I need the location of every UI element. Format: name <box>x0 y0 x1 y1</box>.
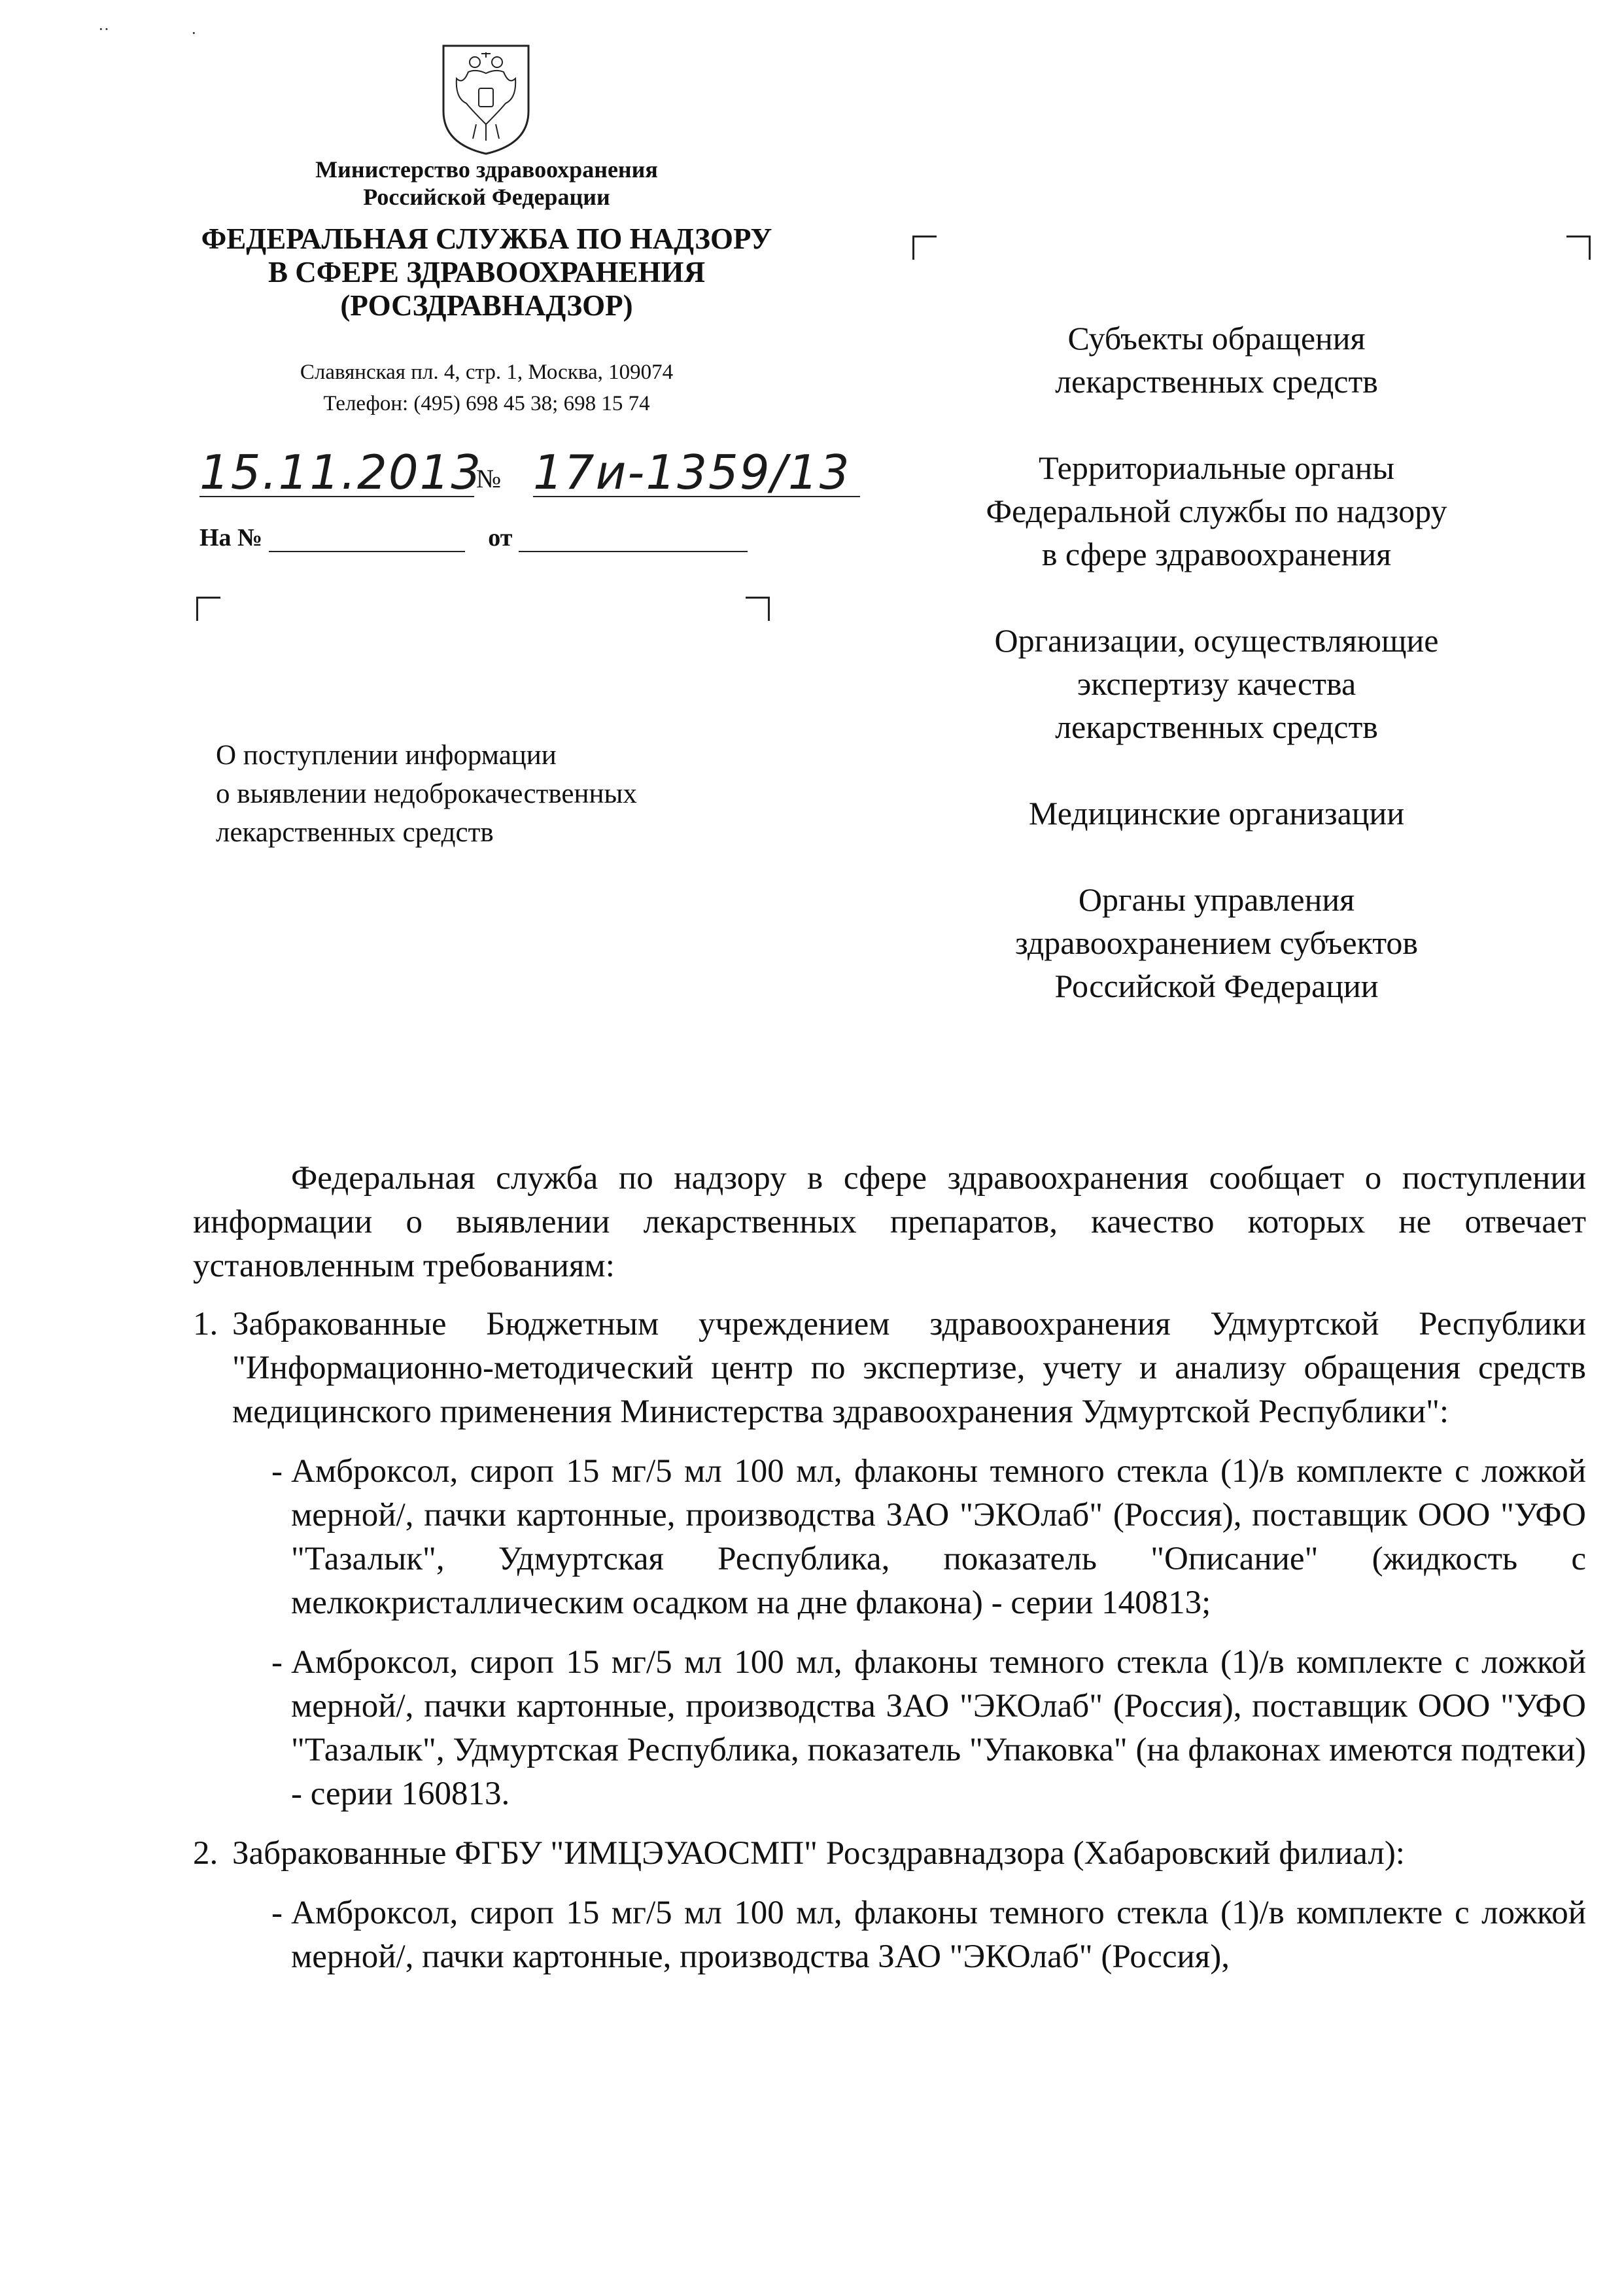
subject-line: лекарственных средств <box>216 817 494 848</box>
product-entry: Амброксол, сироп 15 мг/5 мл 100 мл, флаконы темного стекла (1)/в комплекте с ложкой мерной/, пачки картонные, производства ЗАО "ЭКОлаб" (Россия), <box>291 1895 1586 1975</box>
list-item: - Амброксол, сироп 15 мг/5 мл 100 мл, флаконы темного стекла (1)/в комплекте с ложкой мерной/, пачки картонные, производства ЗАО "ЭКОлаб" (Россия), поставщик ООО "УФО "Тазалык", Удмуртская Республика, показатель "Описание" (жидкость с мелкокристаллическим осадком на дне флакона) - серии 140813; <box>232 1450 1586 1625</box>
phone: Телефон: (495) 698 45 38; 698 15 74 <box>323 392 650 415</box>
recipient-group: Субъекты обращения лекарственных средств <box>1055 320 1378 400</box>
recipients-block <box>890 317 1544 1051</box>
product-list <box>232 1450 1586 1816</box>
recipient-group: Медицинские организации <box>1028 795 1405 832</box>
list-item <box>193 1303 1586 1816</box>
list-item <box>193 1832 1586 1979</box>
scan-speck: ·· <box>98 20 110 39</box>
registration-number: 17и-1359/13 <box>533 445 851 500</box>
address-corner-right <box>746 597 770 621</box>
section-heading: Забракованные Бюджетным учреждением здравоохранения Удмуртской Республики "Информационно-методический центр по экспертизе, учету и анализу обращения средств медицинского применения Министерства здравоохранения Удмуртской Республики": <box>232 1306 1586 1430</box>
service-line: (РОСЗДРАВНАДЗОР) <box>340 289 633 322</box>
recipient-group: Организации, осуществляющие экспертизу качества лекарственных средств <box>994 622 1439 745</box>
number-sign: № <box>476 464 502 493</box>
ministry-name <box>196 156 777 211</box>
letter-body <box>193 1157 1586 1995</box>
registration-date: 15.11.2013 <box>199 445 483 500</box>
reply-number-field <box>269 526 465 552</box>
recipient-corner-left <box>912 236 937 260</box>
recipient-corner-right <box>1566 236 1591 260</box>
section-heading: Забракованные ФГБУ "ИМЦЭУАОСМП" Росздравнадзора (Хабаровский филиал): <box>232 1835 1405 1872</box>
reply-reference <box>199 523 748 552</box>
recipient-group: Органы управления здравоохранением субъектов Российской Федерации <box>1014 881 1419 1004</box>
ministry-line: Российской Федерации <box>363 184 610 210</box>
list-number: 1. <box>193 1306 218 1342</box>
product-entry: Амброксол, сироп 15 мг/5 мл 100 мл, флаконы темного стекла (1)/в комплекте с ложкой мерной/, пачки картонные, производства ЗАО "ЭКОлаб" (Россия), поставщик ООО "УФО "Тазалык", Удмуртская Республика, показатель "Описание" (жидкость с мелкокристаллическим осадком на дне флакона) - серии 140813; <box>291 1453 1586 1621</box>
address: Славянская пл. 4, стр. 1, Москва, 109074 <box>300 360 674 384</box>
reply-number-label: На № <box>199 524 263 552</box>
reply-from-label: от <box>488 524 513 552</box>
reply-date-field <box>519 526 748 552</box>
product-entry: Амброксол, сироп 15 мг/5 мл 100 мл, флаконы темного стекла (1)/в комплекте с ложкой мерной/, пачки картонные, производства ЗАО "ЭКОлаб" (Россия), поставщик ООО "УФО "Тазалык", Удмуртская Республика, показатель "Упаковка" (на флаконах имеются подтеки) - серии 160813. <box>291 1644 1586 1812</box>
subject-line: О поступлении информации <box>216 740 557 771</box>
contact-block <box>196 357 777 419</box>
service-line: ФЕДЕРАЛЬНАЯ СЛУЖБА ПО НАДЗОРУ <box>201 222 772 255</box>
intro-paragraph: Федеральная служба по надзору в сфере здравоохранения сообщает о поступлении информации о выявлении лекарственных препаратов, качество которых не отвечает установленным требованиям: <box>193 1160 1586 1284</box>
address-corner-left <box>196 597 220 621</box>
subject-block <box>216 736 739 852</box>
list-item: - Амброксол, сироп 15 мг/5 мл 100 мл, флаконы темного стекла (1)/в комплекте с ложкой мерной/, пачки картонные, производства ЗАО "ЭКОлаб" (Россия), <box>232 1891 1586 1979</box>
rejection-list <box>193 1303 1586 1979</box>
date-underline <box>199 496 474 497</box>
service-line: В СФЕРЕ ЗДРАВООХРАНЕНИЯ <box>268 256 706 289</box>
recipient-group: Территориальные органы Федеральной службы по надзору в сфере здравоохранения <box>986 449 1447 572</box>
list-number: 2. <box>193 1835 218 1872</box>
subject-line: о выявлении недоброкачественных <box>216 779 637 809</box>
product-list <box>232 1891 1586 1979</box>
state-emblem-icon <box>437 26 535 157</box>
service-name <box>196 222 777 323</box>
scan-speck: · <box>191 24 197 43</box>
ministry-line: Министерство здравоохранения <box>315 156 658 183</box>
number-underline <box>533 496 860 497</box>
list-item: - Амброксол, сироп 15 мг/5 мл 100 мл, флаконы темного стекла (1)/в комплекте с ложкой мерной/, пачки картонные, производства ЗАО "ЭКОлаб" (Россия), поставщик ООО "УФО "Тазалык", Удмуртская Республика, показатель "Упаковка" (на флаконах имеются подтеки) - серии 160813. <box>232 1641 1586 1816</box>
